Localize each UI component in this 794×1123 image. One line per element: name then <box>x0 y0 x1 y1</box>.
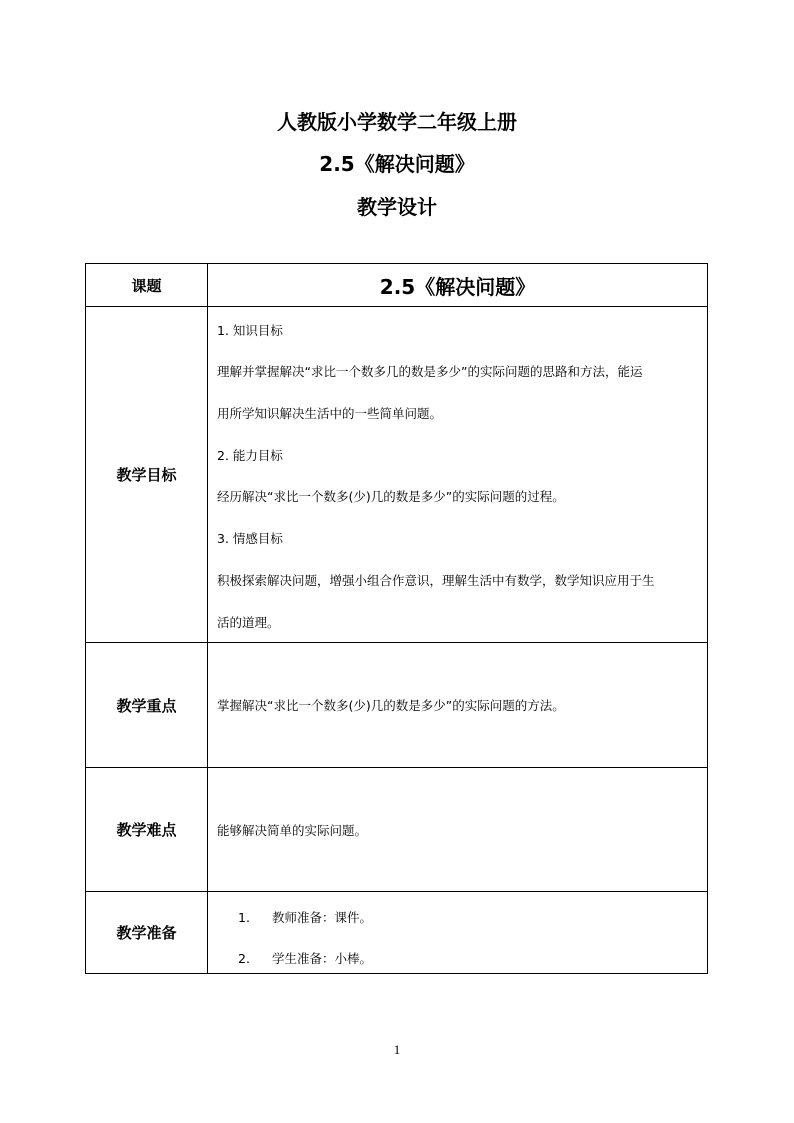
table-row-difficulties <box>86 768 707 892</box>
objective-line: 经历解决“求比一个数多(少)几的数是多少”的实际问题的过程。 <box>217 489 565 504</box>
objective-line: 用所学知识解决生活中的一些简单问题。 <box>217 406 443 421</box>
key-points-label: 教学重点 <box>86 643 208 767</box>
document-subtitle: 教学设计 <box>357 195 437 219</box>
objective-line: 理解并掌握解决“求比一个数多几的数是多少”的实际问题的思路和方法，能运 <box>217 364 643 379</box>
topic-value: 2.5《解决问题》 <box>379 274 536 299</box>
key-points-value: 掌握解决“求比一个数多(少)几的数是多少”的实际问题的方法。 <box>217 698 565 713</box>
lesson-plan-table <box>85 263 708 974</box>
objective-line: 活的道理。 <box>217 615 280 630</box>
preparation-item-text: 学生准备：小棒。 <box>272 951 373 966</box>
objective-line: 2. 能力目标 <box>217 448 283 463</box>
preparation-label: 教学准备 <box>86 892 208 973</box>
objectives-content <box>208 307 707 642</box>
preparation-item <box>238 949 372 967</box>
topic-label: 课题 <box>86 264 208 306</box>
preparation-content <box>208 892 707 973</box>
difficulties-label: 教学难点 <box>86 768 208 891</box>
preparation-item-number: 1. <box>238 910 250 925</box>
preparation-item-number: 2. <box>238 951 250 966</box>
objective-line: 积极探索解决问题，增强小组合作意识，理解生活中有数学，数学知识应用于生 <box>217 573 655 588</box>
difficulties-value: 能够解决简单的实际问题。 <box>217 822 368 838</box>
document-title: 人教版小学数学二年级上册 <box>277 110 517 134</box>
table-row-key-points <box>86 643 707 768</box>
table-row-objectives <box>86 307 707 643</box>
table-row-preparation <box>86 892 707 973</box>
page-number: 1 <box>393 1042 401 1057</box>
objectives-label: 教学目标 <box>86 307 208 642</box>
objective-line: 1. 知识目标 <box>217 323 283 338</box>
preparation-item-text: 教师准备：课件。 <box>272 910 373 925</box>
objective-line: 3. 情感目标 <box>217 531 283 546</box>
preparation-item <box>238 908 372 926</box>
table-row-topic <box>86 264 707 307</box>
lesson-title: 2.5《解决问题》 <box>319 152 475 176</box>
